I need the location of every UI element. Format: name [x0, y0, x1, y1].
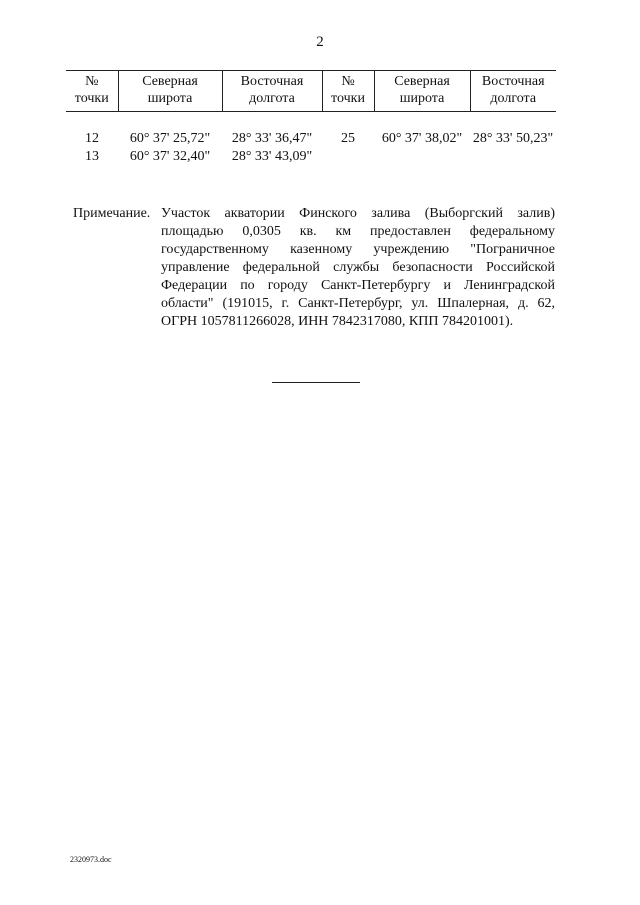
table-header-row	[66, 71, 556, 112]
table-cell	[374, 148, 470, 166]
note-block	[73, 205, 555, 331]
table-cell: 28° 33' 50,23"	[472, 131, 554, 146]
page-number: 2	[316, 34, 324, 50]
note-label: Примечание.	[73, 206, 151, 221]
table-cell: 28° 33' 36,47"	[231, 131, 313, 146]
table-cell: 25	[341, 131, 355, 146]
table-cell	[322, 148, 374, 166]
table-cell: 60° 37' 25,72"	[129, 131, 211, 146]
column-header-north-latitude: Северная широта	[118, 71, 222, 112]
table-cell: 13	[85, 149, 99, 164]
table-cell: 12	[85, 131, 99, 146]
separator-line	[272, 382, 360, 383]
table-row	[66, 130, 556, 148]
coordinates-table	[66, 70, 556, 166]
column-header-east-longitude-2: Восточная долгота	[470, 71, 556, 112]
table-cell	[470, 148, 556, 166]
column-header-east-longitude: Восточная долгота	[222, 71, 322, 112]
table-cell: 60° 37' 38,02"	[381, 131, 463, 146]
column-header-north-latitude-2: Северная широта	[374, 71, 470, 112]
table-cell: 28° 33' 43,09"	[231, 149, 313, 164]
note-text: Участок акватории Финского залива (Выборгский залив) площадью 0,0305 кв. км предоставлен федеральному государственному казенному учреждению "Пограничное управление федеральной службы безопасности Российской Федерации по городу Санкт-Петербургу и Ленинградской области" (191015, г. Санкт-Петербург, ул. Шпалерная, д. 62, ОГРН 1057811266028, ИНН 7842317080, КПП 784201001).	[161, 206, 555, 329]
table-row	[66, 148, 556, 166]
column-header-point-number-2: № точки	[322, 71, 374, 112]
column-header-point-number: № точки	[66, 71, 118, 112]
table-cell: 60° 37' 32,40"	[129, 149, 211, 164]
footer-filename: 2320973.doc	[70, 855, 112, 864]
